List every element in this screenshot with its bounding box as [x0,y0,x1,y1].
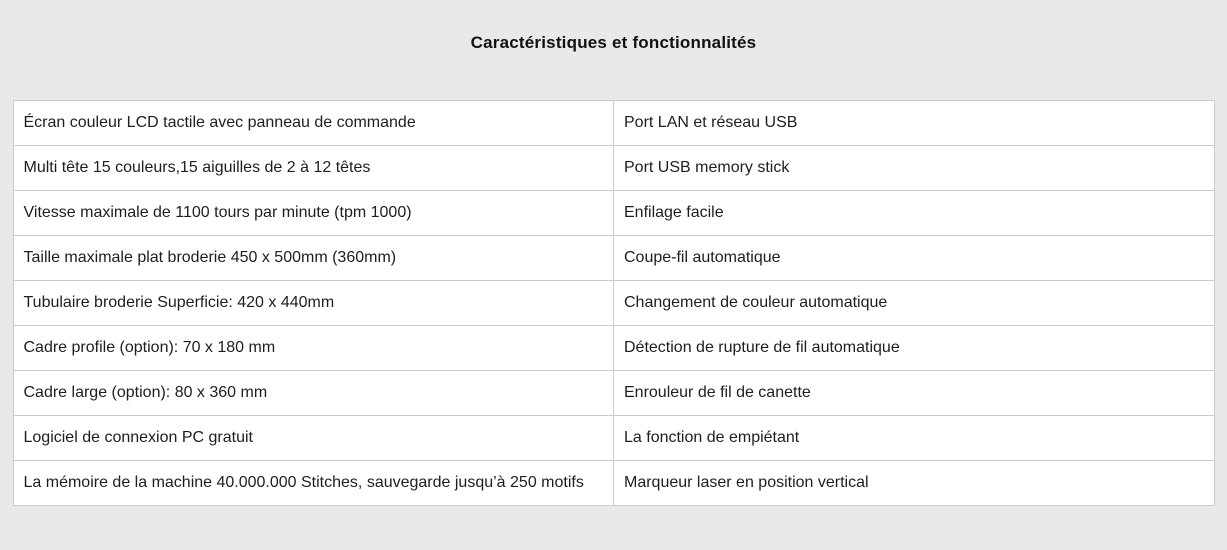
table-row [13,101,1214,146]
table-row [13,326,1214,371]
feature-cell-left: Logiciel de connexion PC gratuit [13,416,614,461]
feature-cell-left: Écran couleur LCD tactile avec panneau de commande [13,101,614,146]
feature-cell-left: La mémoire de la machine 40.000.000 Stitches, sauvegarde jusqu’à 250 motifs [13,461,614,506]
feature-cell-right: Marqueur laser en position vertical [614,461,1215,506]
features-table-body [13,101,1214,506]
feature-cell-right: La fonction de empiétant [614,416,1215,461]
feature-cell-left: Vitesse maximale de 1100 tours par minute (tpm 1000) [13,191,614,236]
feature-cell-right: Port USB memory stick [614,146,1215,191]
feature-cell-right: Enfilage facile [614,191,1215,236]
feature-cell-right: Détection de rupture de fil automatique [614,326,1215,371]
feature-cell-right: Changement de couleur automatique [614,281,1215,326]
table-row [13,236,1214,281]
features-table [13,100,1215,506]
feature-cell-left: Cadre profile (option): 70 x 180 mm [13,326,614,371]
table-row [13,281,1214,326]
feature-cell-left: Tubulaire broderie Superficie: 420 x 440mm [13,281,614,326]
feature-cell-right: Coupe-fil automatique [614,236,1215,281]
feature-cell-right: Enrouleur de fil de canette [614,371,1215,416]
table-row [13,416,1214,461]
table-row [13,191,1214,236]
feature-cell-left: Cadre large (option): 80 x 360 mm [13,371,614,416]
page-title: Caractéristiques et fonctionnalités [470,33,757,52]
table-row [13,461,1214,506]
table-row [13,371,1214,416]
feature-cell-left: Taille maximale plat broderie 450 x 500mm (360mm) [13,236,614,281]
table-row [13,146,1214,191]
feature-cell-left: Multi tête 15 couleurs,15 aiguilles de 2 à 12 têtes [13,146,614,191]
feature-cell-right: Port LAN et réseau USB [614,101,1215,146]
